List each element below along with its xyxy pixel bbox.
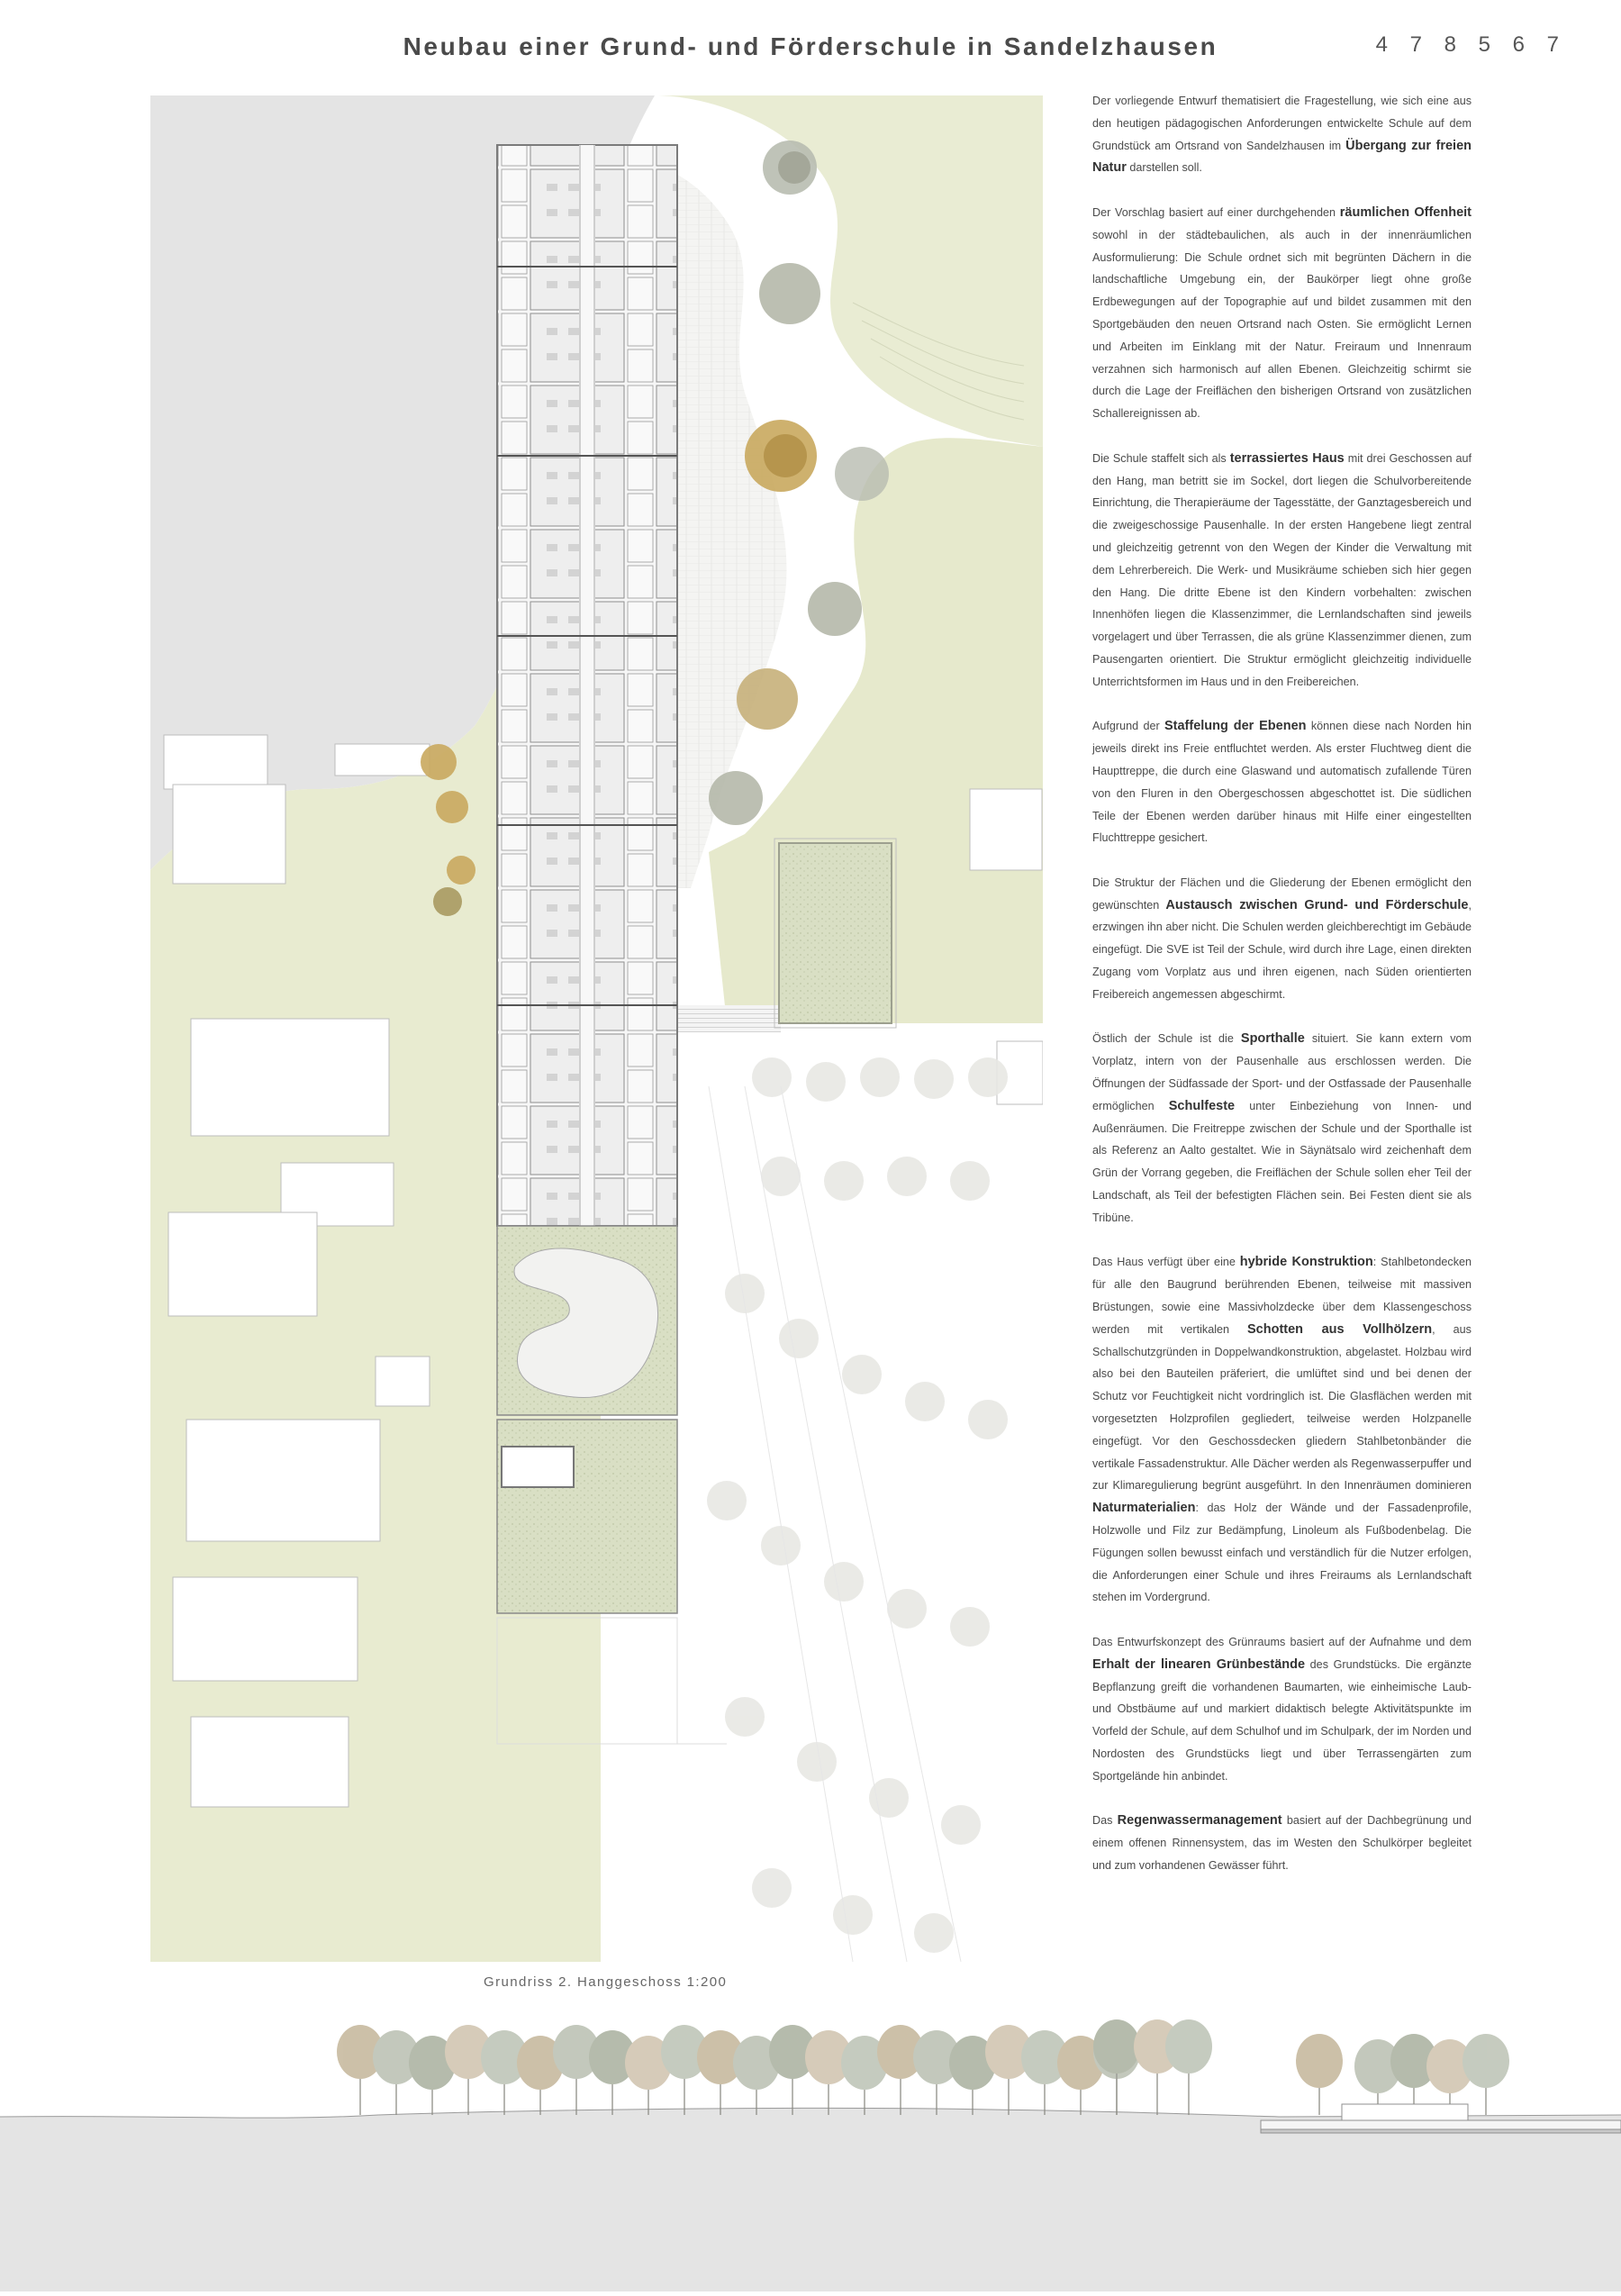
tree-crown <box>1093 2019 1140 2074</box>
text-paragraph <box>1092 1251 1472 1609</box>
text-paragraph <box>1092 715 1472 849</box>
highlight-term: Naturmaterialien <box>1092 1501 1196 1516</box>
text-run: Das <box>1092 1814 1118 1828</box>
text-run: , aus Schallschutzgründen in Doppelwandkonstruktion, abgelastet. Holzbau wird also bei den Bauteilen präferiert, die umlüftet sind und bei denen der Schutz vor Feuchtigkeit nicht vordringlich ist. Die Glasflächen werden mit vorgesetzten Holzprofilen gegliedert, teilweise werden Holzpanelle eingefügt. Vor den Geschossdecken gliedern Stahlbetonbänder die vertikale Fassadenstruktur. Alle Dächer werden als Regenwasserpuffer und zur Klimaregulierung begrünt ausgeführt. In den Innenräumen dominieren <box>1092 1322 1472 1493</box>
text-paragraph <box>1092 1028 1472 1229</box>
text-run: Das Haus verfügt über eine <box>1092 1256 1240 1269</box>
tree-crown <box>1463 2034 1509 2088</box>
highlight-term: hybride Konstruktion <box>1239 1255 1373 1270</box>
text-run: Die Schule staffelt sich als <box>1092 451 1230 465</box>
text-run: basiert auf der Dachbegrünung und einem offenen Rinnensystem, das im Westen den Schulkörper begleitet und zum vorhandenen Gewässer führt. <box>1092 1814 1472 1872</box>
text-run: Östlich der Schule ist die <box>1092 1032 1241 1046</box>
competition-number: 4 7 8 5 6 7 <box>1375 32 1567 57</box>
highlight-term: Austausch zwischen Grund- und Förderschule <box>1165 897 1469 912</box>
site-section <box>0 2009 1621 2291</box>
highlight-term: Schotten aus Vollhölzern <box>1247 1321 1433 1337</box>
page-title: Neubau einer Grund- und Förderschule in Sandelzhausen <box>403 32 1218 60</box>
tree-crown <box>1296 2034 1343 2088</box>
highlight-term: Erhalt der linearen Grünbestände <box>1092 1656 1306 1672</box>
text-run: Der vorliegende Entwurf thematisiert die Fragestellung, wie sich eine aus den heutigen pädagogischen Anforderungen entwickelte Schule auf dem Grundstück am Ortsrand von Sandelzhausen im <box>1092 95 1472 152</box>
text-paragraph <box>1092 448 1472 694</box>
text-paragraph <box>1092 1810 1472 1876</box>
site-plan-drawing <box>150 95 1043 1962</box>
highlight-term: Regenwassermanagement <box>1117 1813 1282 1829</box>
site-plan <box>150 95 1043 1962</box>
highlight-term: terrassiertes Haus <box>1229 450 1345 466</box>
text-paragraph <box>1092 90 1472 179</box>
text-paragraph <box>1092 202 1472 425</box>
text-run: des Grundstücks. Die ergänzte Bepflanzung greift die vorhandenen Baumarten, wie einheimische Laub- und Obstbäume auf und markiert didaktisch belegte Aktivitätspunkte im Vorfeld der Schule, auf dem Schulhof und im Schulpark, der im Norden und Nordosten des Grundstücks liegt und über Terrassengärten zum Sportgelände hin anbindet. <box>1092 1657 1472 1783</box>
text-run: unter Einbeziehung von Innen- und Außenräumen. Die Freitreppe zwischen der Schule und der Sporthalle ist als Referenz an Aalto gestaltet. Wie in Säynätsalo wird zeichenhaft dem Grün der Vorrang gegeben, die Freiflächen der Schule sollen eher Teil der Landschaft, als Teil der befestigten Flächen sein. Bei Festen dient sie als Tribüne. <box>1092 1099 1472 1224</box>
text-run: darstellen soll. <box>1126 161 1202 175</box>
text-run: : Stahlbetondecken für alle den Baugrund berührenden Ebenen, teilweise mit massiven Brüstungen, sowie eine Massivholzdecke über dem Klassengeschoss werden mit vertikalen <box>1092 1256 1472 1336</box>
sports-hall-roof <box>779 843 892 1023</box>
highlight-term: Schulfeste <box>1168 1098 1236 1113</box>
text-run: Aufgrund der <box>1092 720 1164 733</box>
highlight-term: Sporthalle <box>1240 1031 1305 1047</box>
tree-crown <box>1165 2019 1212 2074</box>
site-section-drawing <box>0 2009 1621 2291</box>
description-text <box>1092 90 1472 1900</box>
plan-caption: Grundriss 2. Hanggeschoss 1:200 <box>484 1974 728 1990</box>
text-run: Der Vorschlag basiert auf einer durchgehenden <box>1092 205 1340 219</box>
text-run: situiert. Sie kann extern vom Vorplatz, intern von der Pausenhalle aus erschlossen werden. Die Öffnungen der Südfassade der Sport- und der Ostfassade der Pausenhalle ermöglichen <box>1092 1032 1472 1112</box>
text-paragraph <box>1092 872 1472 1006</box>
text-run: sowohl in der städtebaulichen, als auch in der innenräumlichen Ausformulierung: Die Schule ordnet sich mit begrünten Dächern in die landschaftliche Umgebung ein, der Baukörper liegt ohne große Erdbewegungen auf der Topographie auf und bildet zusammen mit den Sportgebäuden den neuen Ortsrand nach Osten. Sie ermöglicht Lernen und Arbeiten im Einklang mit der Natur. Freiraum und Innenraum verzahnen sich harmonisch auf allen Ebenen. Gleichzeitig schirmt sie durch die Lage der Freiflächen den bisherigen Ortsrand von zusätzlichen Schallereignissen ab. <box>1092 228 1472 421</box>
text-run: Die Struktur der Flächen und die Gliederung der Ebenen ermöglicht den gewünschten <box>1092 876 1472 912</box>
highlight-term: Übergang zur freien Natur <box>1092 138 1472 176</box>
text-run: : das Holz der Wände und der Fassadenprofile, Holzwolle und Filz zur Bedämpfung, Linoleum als Fußbodenbelag. Die Fügungen sollen bewusst einfach und verständlich für die Nutzer erfolgen, die Anforderungen einer Schule und ihres Freiraums als Lernlandschaft stehen im Vordergrund. <box>1092 1502 1472 1604</box>
text-run: mit drei Geschossen auf den Hang, man betritt sie im Sockel, dort liegen die Schulvorbereitende Einrichtung, die Therapieräume der Tagesstätte, der Ganztagesbereich und die zweigeschossige Pausenhalle. In der ersten Hangebene liegt zentral und gleichzeitig getrennt von den Wegen der Kinder die Verwaltung mit dem Lehrerbereich. Die Werk- und Musikräume schieben sich hier gegen den Hang. Die dritte Ebene ist den Kindern vorbehalten: zwischen Innenhöfen liegen die Klassenzimmer, die Lernlandschaften sind jeweils vorgelagert und über Terrassen, die als grüne Klassenzimmer dienen, zum Pausengarten orientiert. Die Struktur ermöglicht gleichzeitig individuelle Unterrichtsformen im Haus und in den Freibereichen. <box>1092 451 1472 688</box>
highlight-term: räumlichen Offenheit <box>1339 204 1472 220</box>
text-run: , erzwingen ihn aber nicht. Die Schulen werden gleichberechtigt im Gebäude eingefügt. Die SVE ist Teil der Schule, wird durch ihre Lage, einen direkten Zugang vom Vorplatz aus und ihren eigenen, nach Süden orientierten Freibereich angemessen abgeschirmt. <box>1092 898 1472 1001</box>
text-paragraph <box>1092 1631 1472 1788</box>
text-run: können diese nach Norden hin jeweils direkt ins Freie entfluchtet werden. Als erster Fluchtweg dient die Haupttreppe, die durch eine Glaswand und automatisch zufallende Türen von den Fluren in den Obergeschossen abgeschottet ist. Die südlichen Teile der Ebenen werden darüber hinaus mit Hilfe einer eingestellten Fluchttreppe gesichert. <box>1092 720 1472 845</box>
highlight-term: Staffelung der Ebenen <box>1164 719 1307 734</box>
text-run: Das Entwurfskonzept des Grünraums basiert auf der Aufnahme und dem <box>1092 1635 1472 1648</box>
